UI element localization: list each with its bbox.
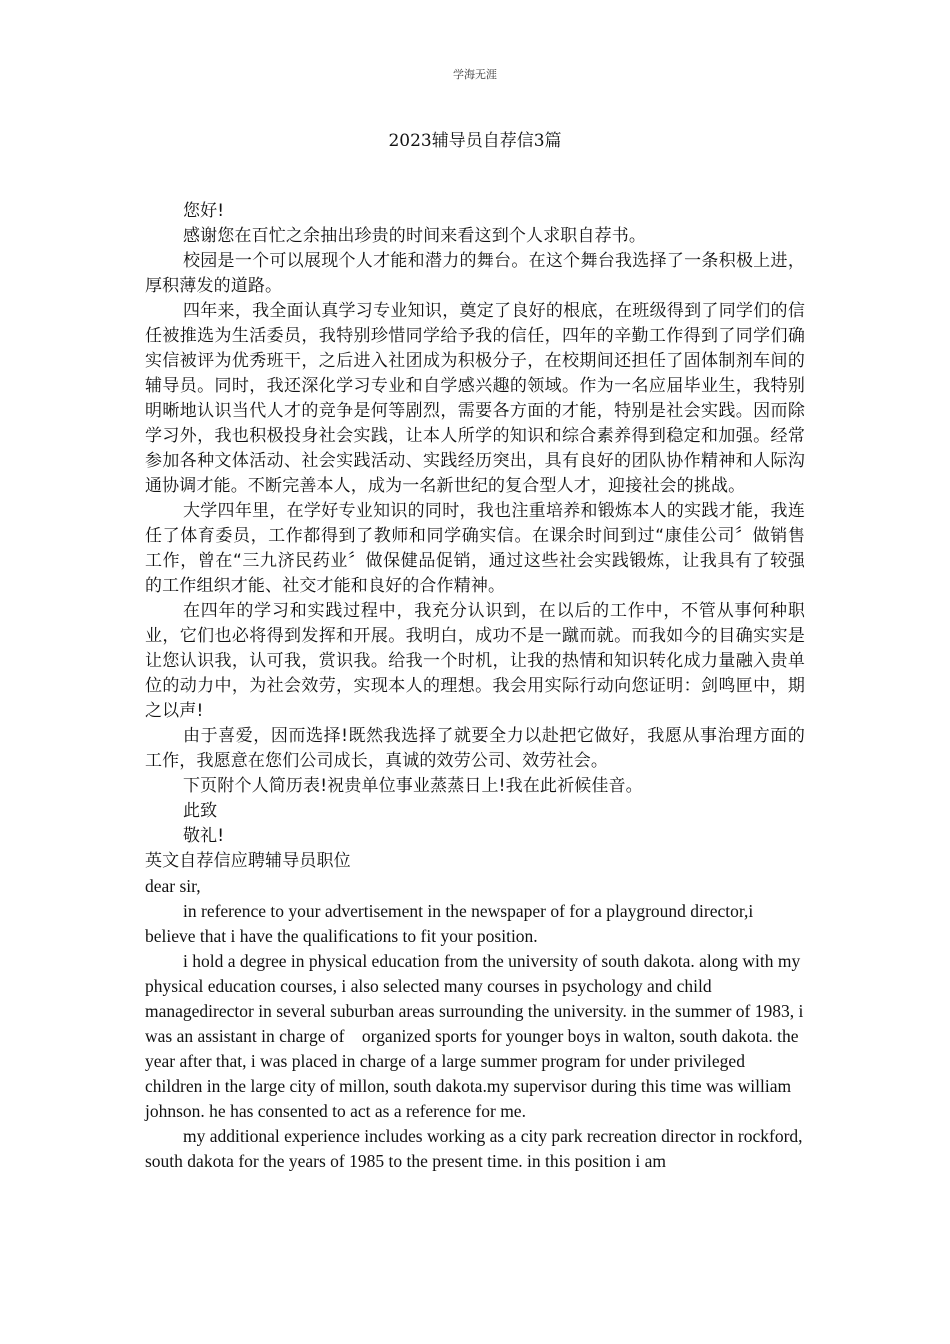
english-section-heading: 英文自荐信应聘辅导员职位 bbox=[145, 851, 351, 871]
english-paragraph-reference: in reference to your advertisement in the newspaper of for a playground director,i believe that i have the qualifications to fit your position. bbox=[145, 901, 754, 946]
page-header: 学海无涯 bbox=[453, 68, 497, 81]
english-paragraph-experience: my additional experience includes working as a city park recreation director in rockford, south dakota for the years of 1985 to the present time. in this position i am bbox=[145, 1126, 803, 1171]
document-title: 2023辅导员自荐信3篇 bbox=[388, 131, 562, 151]
resume-note-paragraph: 下页附个人简历表!祝贵单位事业蒸蒸日上!我在此祈候佳音。 bbox=[183, 776, 643, 796]
campus-paragraph: 校园是一个可以展现个人才能和潜力的舞台。在这个舞台我选择了一条积极上进，厚积薄发的道路。 bbox=[145, 251, 805, 296]
document-body bbox=[145, 199, 805, 1174]
closing-line-1: 此致 bbox=[183, 801, 218, 821]
greeting-paragraph: 您好! bbox=[183, 201, 225, 221]
thanks-paragraph: 感谢您在百忙之余抽出珍贵的时间来看这到个人求职自荐书。 bbox=[183, 226, 647, 246]
closing-line-2: 敬礼! bbox=[183, 826, 225, 846]
four-years-paragraph: 四年来，我全面认真学习专业知识，奠定了良好的根底，在班级得到了同学们的信任被推选为生活委员，我特别珍惜同学给予我的信任，四年的辛勤工作得到了同学们确实信被评为优秀班干，之后进入社团成为积极分子，在校期间还担任了固体制剂车间的辅导员。同时，我还深化学习专业和自学感兴趣的领域。作为一名应届毕业生，我特别明晰地认识当代人才的竞争是何等剧烈，需要各方面的才能，特别是社会实践。因而除学习外，我也积极投身社会实践，让本人所学的知识和综合素养得到稳定和加强。经常参加各种文体活动、社会实践活动、实践经历突出，具有良好的团队协作精神和人际沟通协调才能。不断完善本人，成为一名新世纪的复合型人才，迎接社会的挑战。 bbox=[145, 301, 805, 496]
practice-paragraph: 大学四年里，在学好专业知识的同时，我也注重培养和锻炼本人的实践才能，我连任了体育委员，工作都得到了教师和同学确实信。在课余时间到过“康佳公司〞做销售工作，曾在“三九济民药业〞做保健品促销，通过这些社会实践锻炼，让我具有了较强的工作组织才能、社交才能和良好的合作精神。 bbox=[145, 501, 805, 596]
understanding-paragraph: 在四年的学习和实践过程中，我充分认识到，在以后的工作中，不管从事何种职业，它们也必将得到发挥和开展。我明白，成功不是一蹴而就。而我如今的目确实实是让您认识我，认可我，赏识我。给我一个时机，让我的热情和知识转化成力量融入贵单位的动力中，为社会效劳，实现本人的理想。我会用实际行动向您证明：剑鸣匣中，期之以声! bbox=[145, 601, 805, 721]
english-salutation: dear sir, bbox=[145, 876, 201, 896]
choice-paragraph: 由于喜爱，因而选择!既然我选择了就要全力以赴把它做好，我愿从事治理方面的工作，我愿意在您们公司成长，真诚的效劳公司、效劳社会。 bbox=[145, 726, 805, 771]
english-paragraph-degree: i hold a degree in physical education from the university of south dakota. along with my physical education courses, i also selected many courses in psychology and child managedirector in several suburban areas surrounding the university. in the summer of 1983, i was an assistant in charge of organized sports for younger boys in walton, south dakota. the year after that, i was placed in charge of a large summer program for under privileged children in the large city of millon, south dakota.my supervisor during this time was william johnson. he has consented to act as a reference for me. bbox=[145, 951, 804, 1121]
